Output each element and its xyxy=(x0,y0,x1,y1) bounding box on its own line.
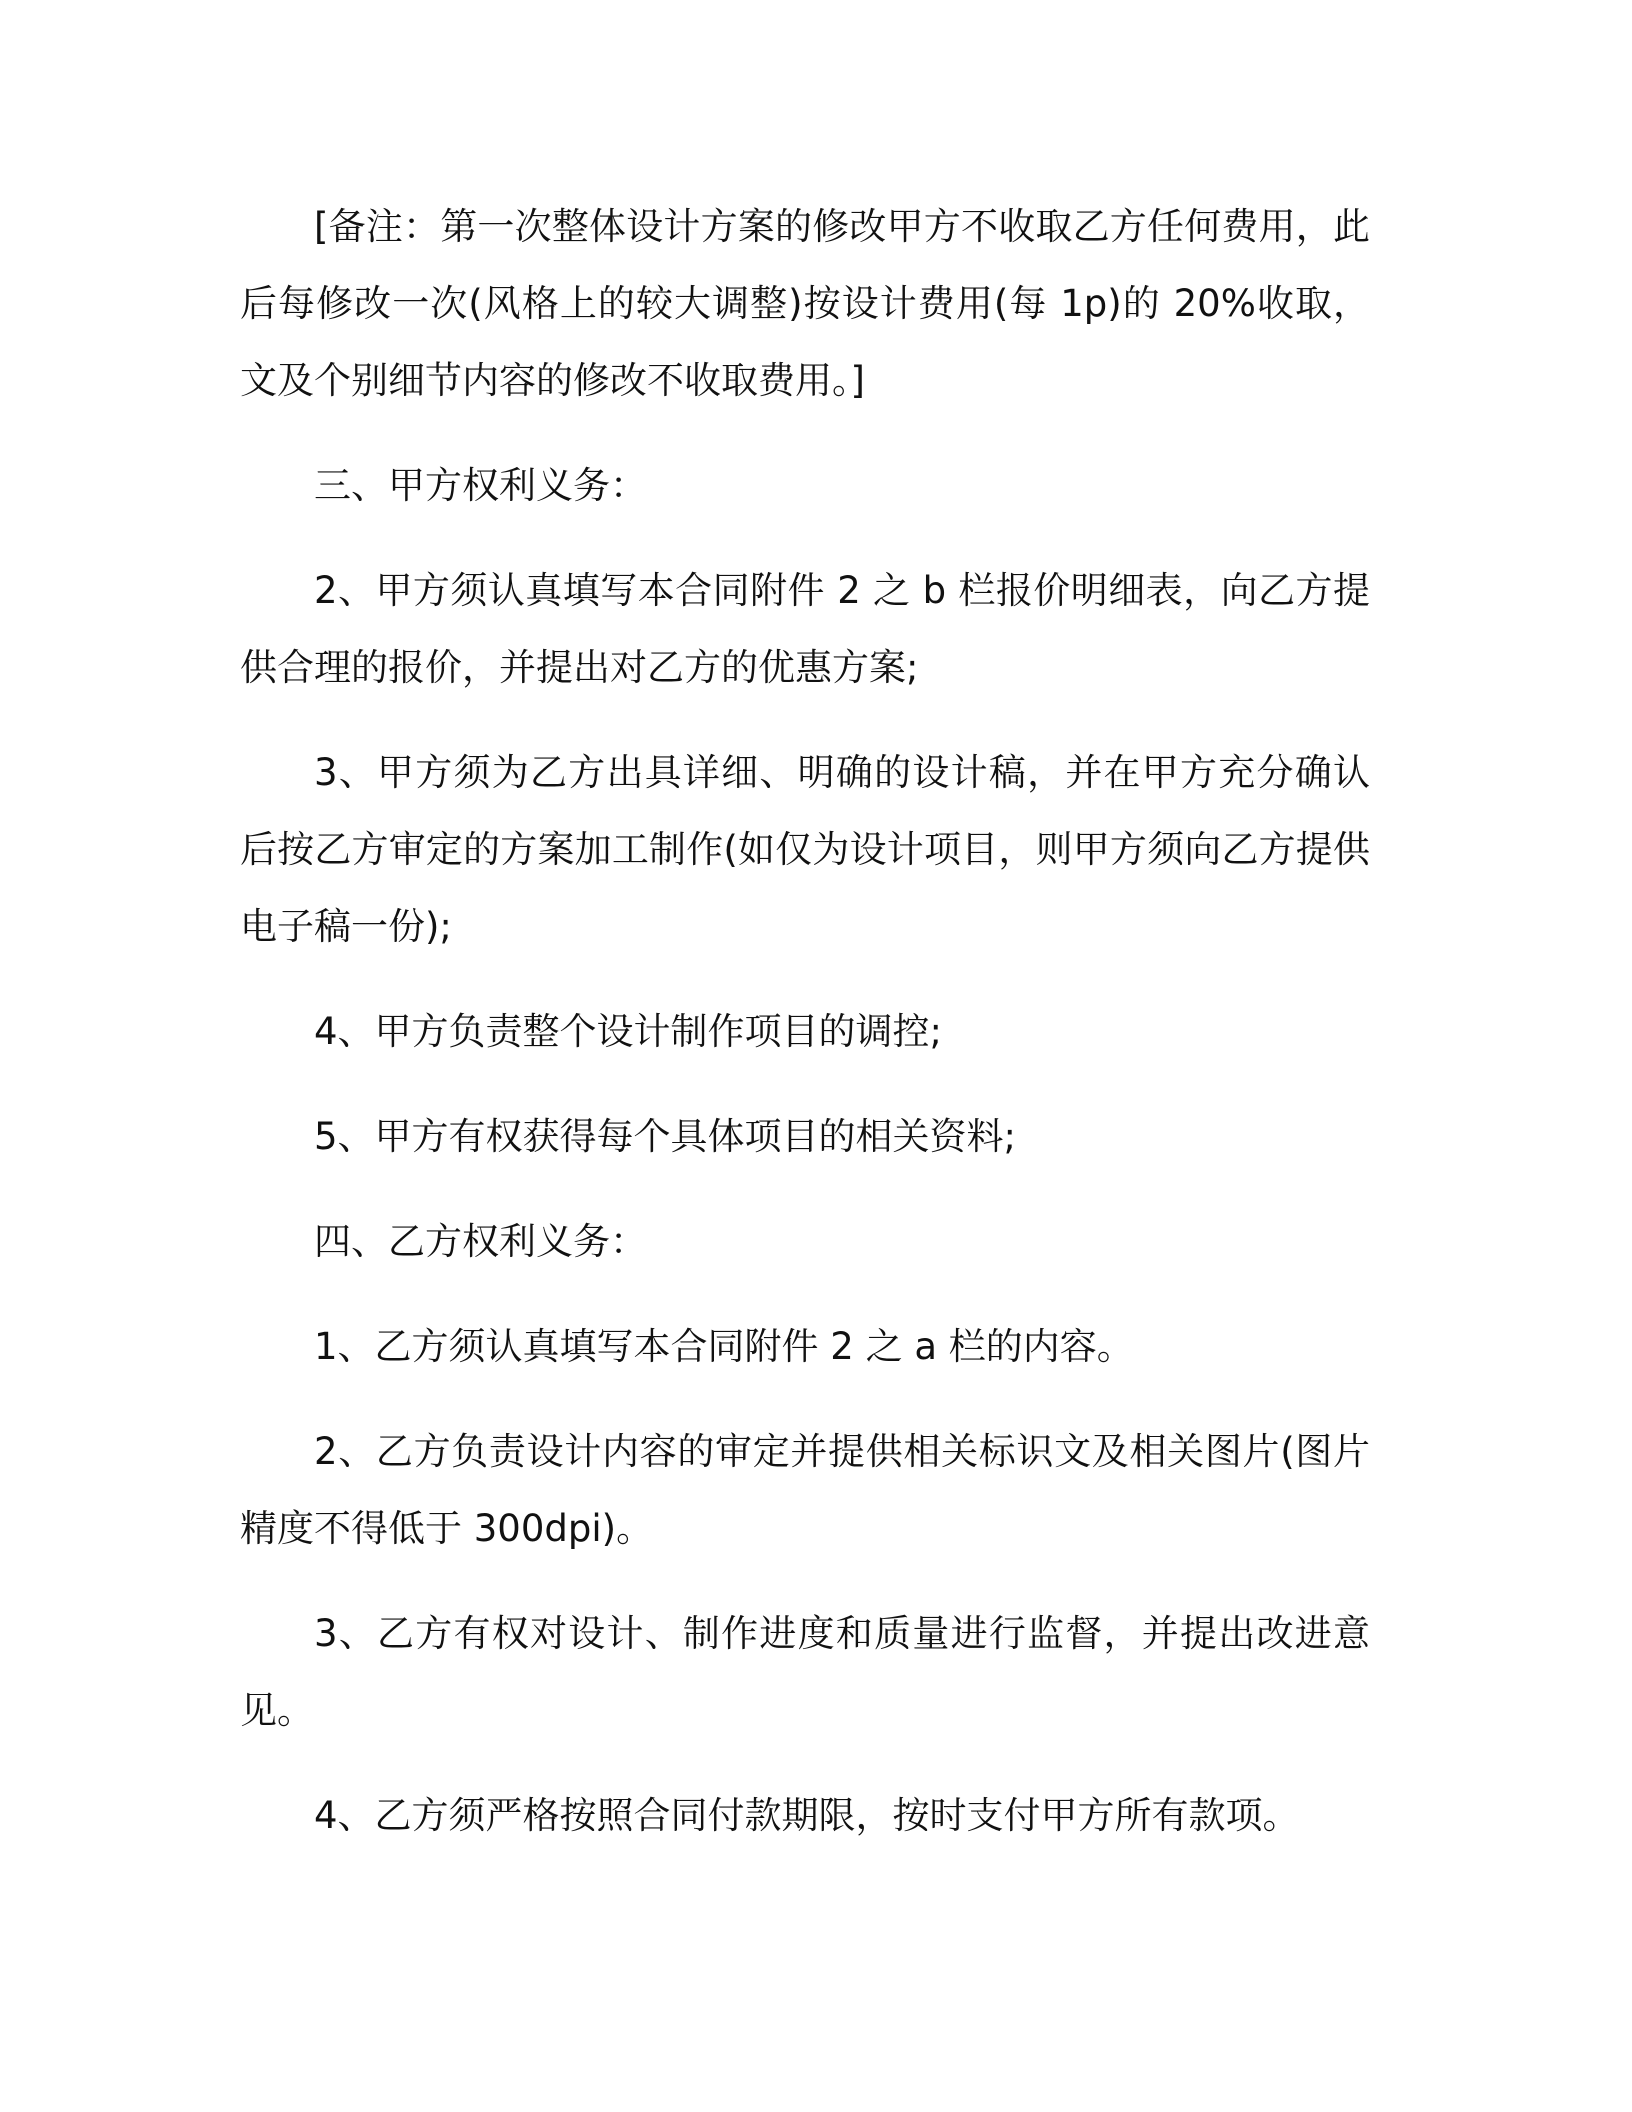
remark-paragraph: [备注：第一次整体设计方案的修改甲方不收取乙方任何费用，此后每修改一次(风格上的较大调整)按设计费用(每 1p)的 20%收取，文及个别细节内容的修改不收取费用。] xyxy=(240,205,1370,402)
clause-a-3: 3、甲方须为乙方出具详细、明确的设计稿，并在甲方充分确认后按乙方审定的方案加工制作(如仅为设计项目，则甲方须向乙方提供电子稿一份); xyxy=(240,751,1370,948)
clause-b-2: 2、乙方负责设计内容的审定并提供相关标识文及相关图片(图片精度不得低于 300dpi)。 xyxy=(240,1430,1370,1550)
clause-a-2: 2、甲方须认真填写本合同附件 2 之 b 栏报价明细表，向乙方提供合理的报价，并提出对乙方的优惠方案; xyxy=(240,569,1370,689)
document-body xyxy=(240,188,1370,1882)
clause-b-4: 4、乙方须严格按照合同付款期限，按时支付甲方所有款项。 xyxy=(314,1794,1300,1837)
clause-b-3: 3、乙方有权对设计、制作进度和质量进行监督，并提出改进意见。 xyxy=(240,1612,1370,1732)
section-heading-party-a-rights: 三、甲方权利义务： xyxy=(314,464,647,507)
clause-a-5: 5、甲方有权获得每个具体项目的相关资料; xyxy=(314,1115,1017,1158)
section-heading-party-b-rights: 四、乙方权利义务： xyxy=(314,1220,647,1263)
clause-b-1: 1、乙方须认真填写本合同附件 2 之 a 栏的内容。 xyxy=(314,1325,1134,1368)
clause-a-4: 4、甲方负责整个设计制作项目的调控; xyxy=(314,1010,943,1053)
